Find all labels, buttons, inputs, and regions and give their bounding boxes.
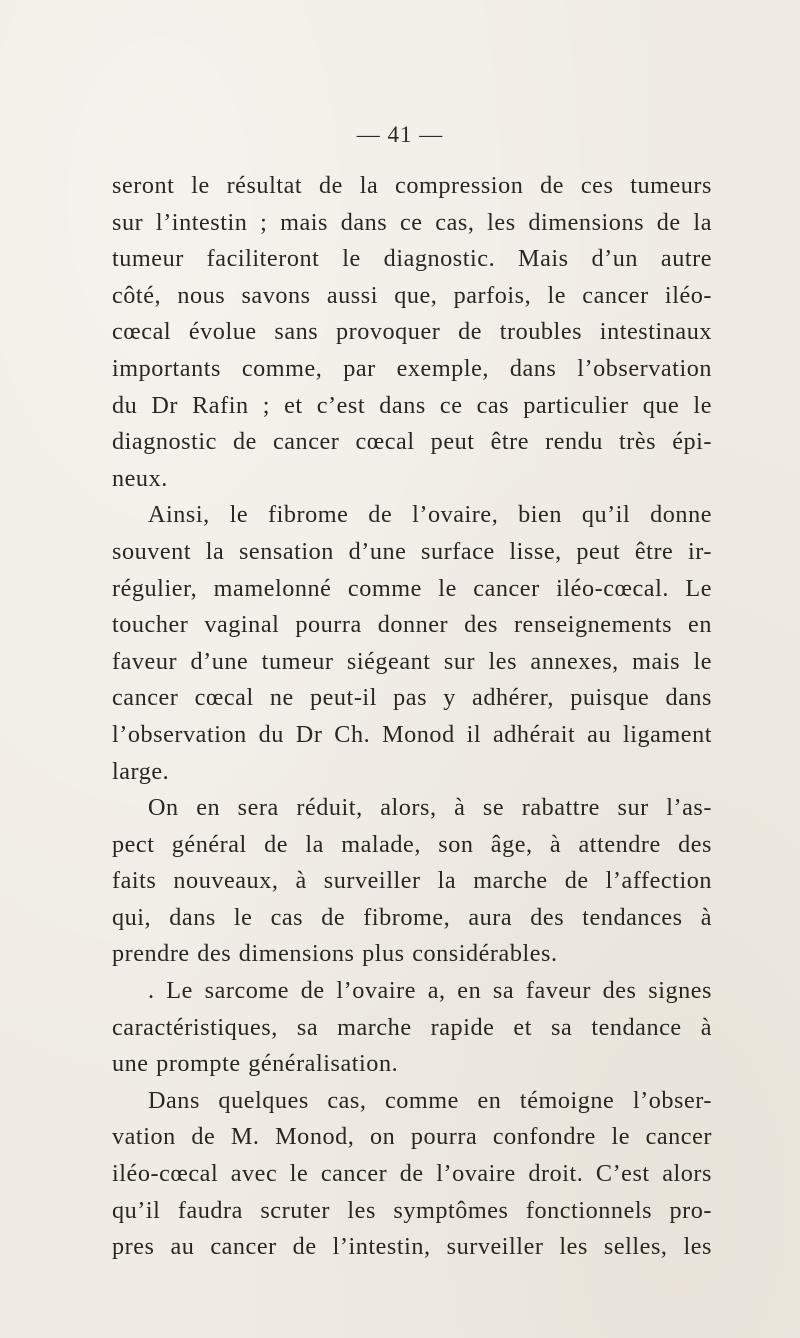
text-line: Dans quelques cas, comme en témoigne l’obser- bbox=[148, 1086, 712, 1114]
text-line: faveur d’une tumeur siégeant sur les annexes, mais le bbox=[112, 647, 712, 675]
text-line: côté, nous savons aussi que, parfois, le cancer iléo- bbox=[112, 281, 712, 309]
text-line: prendre des dimensions plus considérables. bbox=[112, 940, 558, 968]
text-line: tumeur faciliteront le diagnostic. Mais d’un autre bbox=[112, 245, 712, 273]
text-line: iléo-cœcal avec le cancer de l’ovaire droit. C’est alors bbox=[112, 1160, 712, 1188]
text-line: qui, dans le cas de fibrome, aura des tendances à bbox=[112, 903, 712, 931]
text-line: cœcal évolue sans provoquer de troubles intestinaux bbox=[112, 318, 712, 346]
body-text bbox=[112, 168, 712, 1266]
text-line: On en sera réduit, alors, à se rabattre sur l’as- bbox=[148, 794, 712, 822]
text-line: une prompte généralisation. bbox=[112, 1050, 399, 1078]
page-number: — 41 — bbox=[356, 122, 444, 147]
text-line: souvent la sensation d’une surface lisse, peut être ir- bbox=[112, 537, 712, 565]
text-line: . Le sarcome de l’ovaire a, en sa faveur des signes bbox=[148, 977, 712, 1005]
text-line: sur l’intestin ; mais dans ce cas, les dimensions de la bbox=[112, 208, 712, 236]
text-line: l’observation du Dr Ch. Monod il adhérait au ligament bbox=[112, 720, 712, 748]
text-line: large. bbox=[112, 757, 170, 785]
text-line: qu’il faudra scruter les symptômes fonctionnels pro- bbox=[112, 1196, 712, 1224]
text-line: Ainsi, le fibrome de l’ovaire, bien qu’il donne bbox=[148, 501, 712, 529]
text-line: toucher vaginal pourra donner des renseignements en bbox=[112, 611, 712, 639]
text-line: diagnostic de cancer cœcal peut être rendu très épi- bbox=[112, 428, 712, 456]
text-line: pect général de la malade, son âge, à attendre des bbox=[112, 830, 712, 858]
text-line: importants comme, par exemple, dans l’observation bbox=[112, 354, 712, 382]
text-line: pres au cancer de l’intestin, surveiller les selles, les bbox=[112, 1233, 712, 1261]
text-line: seront le résultat de la compression de ces tumeurs bbox=[112, 172, 712, 199]
text-line: faits nouveaux, à surveiller la marche de l’affection bbox=[112, 867, 712, 895]
text-line: caractéristiques, sa marche rapide et sa tendance à bbox=[112, 1013, 712, 1041]
text-line: régulier, mamelonné comme le cancer iléo-cœcal. Le bbox=[112, 574, 712, 602]
text-line: neux. bbox=[112, 464, 168, 492]
text-line: cancer cœcal ne peut-il pas y adhérer, puisque dans bbox=[112, 684, 712, 712]
text-line: du Dr Rafin ; et c’est dans ce cas particulier que le bbox=[112, 391, 712, 419]
text-line: vation de M. Monod, on pourra confondre le cancer bbox=[112, 1123, 712, 1151]
